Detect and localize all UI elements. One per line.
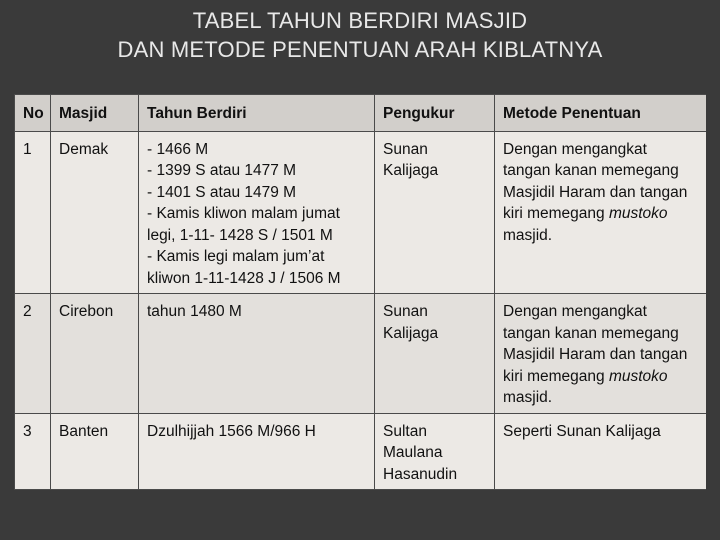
header-metode-penentuan: Metode Penentuan	[495, 95, 707, 132]
cell-no: 3	[15, 413, 51, 490]
header-tahun-berdiri: Tahun Berdiri	[139, 95, 375, 132]
tahun-line: Dzulhijjah 1566 M/966 H	[147, 422, 316, 440]
tahun-line: tahun 1480 M	[147, 303, 242, 320]
cell-pengukur: Sunan Kalijaga	[375, 294, 495, 414]
cell-tahun-berdiri	[139, 131, 375, 294]
metode-emphasis: mustoko	[608, 205, 668, 222]
header-pengukur: Pengukur	[375, 95, 495, 132]
tahun-line: - Kamis legi malam jum’at kliwon 1-11-1428 J / 1506 M	[147, 248, 341, 287]
table-header-row	[15, 95, 707, 132]
table-row	[15, 413, 707, 490]
page-title	[0, 6, 720, 64]
metode-text: Dengan mengangkat tangan kanan memegang Masjidil Haram dan tangan kiri memegang	[503, 303, 688, 385]
cell-tahun-berdiri	[139, 413, 375, 490]
metode-text-end: masjid.	[503, 389, 553, 406]
cell-no: 1	[15, 131, 51, 294]
title-line-1: TABEL TAHUN BERDIRI MASJID	[192, 8, 528, 33]
metode-emphasis: mustoko	[608, 367, 668, 385]
metode-text-end: masjid.	[503, 226, 553, 244]
mosque-table	[14, 94, 706, 490]
tahun-line: - 1399 S atau 1477 M	[147, 162, 297, 179]
cell-pengukur: Sunan Kalijaga	[375, 131, 495, 294]
cell-no: 2	[15, 294, 51, 414]
cell-metode-penentuan	[495, 413, 707, 490]
title-line-2: DAN METODE PENENTUAN ARAH KIBLATNYA	[117, 37, 603, 62]
mosque-table-container	[14, 94, 706, 540]
metode-text: Seperti Sunan Kalijaga	[503, 422, 661, 440]
table-row	[15, 131, 707, 294]
cell-masjid: Banten	[51, 413, 139, 490]
tahun-line: - 1466 M	[147, 140, 209, 158]
cell-metode-penentuan	[495, 294, 707, 414]
cell-pengukur: Sultan Maulana Hasanudin	[375, 413, 495, 490]
header-no: No	[15, 95, 51, 132]
cell-tahun-berdiri	[139, 294, 375, 414]
tahun-line: - 1401 S atau 1479 M	[147, 183, 297, 201]
cell-masjid: Cirebon	[51, 294, 139, 414]
metode-text: Dengan mengangkat tangan kanan memegang Masjidil Haram dan tangan kiri memegang	[503, 140, 688, 222]
table-row	[15, 294, 707, 414]
header-masjid: Masjid	[51, 95, 139, 132]
cell-masjid: Demak	[51, 131, 139, 294]
tahun-line: - Kamis kliwon malam jumat legi, 1-11- 1428 S / 1501 M	[147, 205, 340, 244]
cell-metode-penentuan	[495, 131, 707, 294]
